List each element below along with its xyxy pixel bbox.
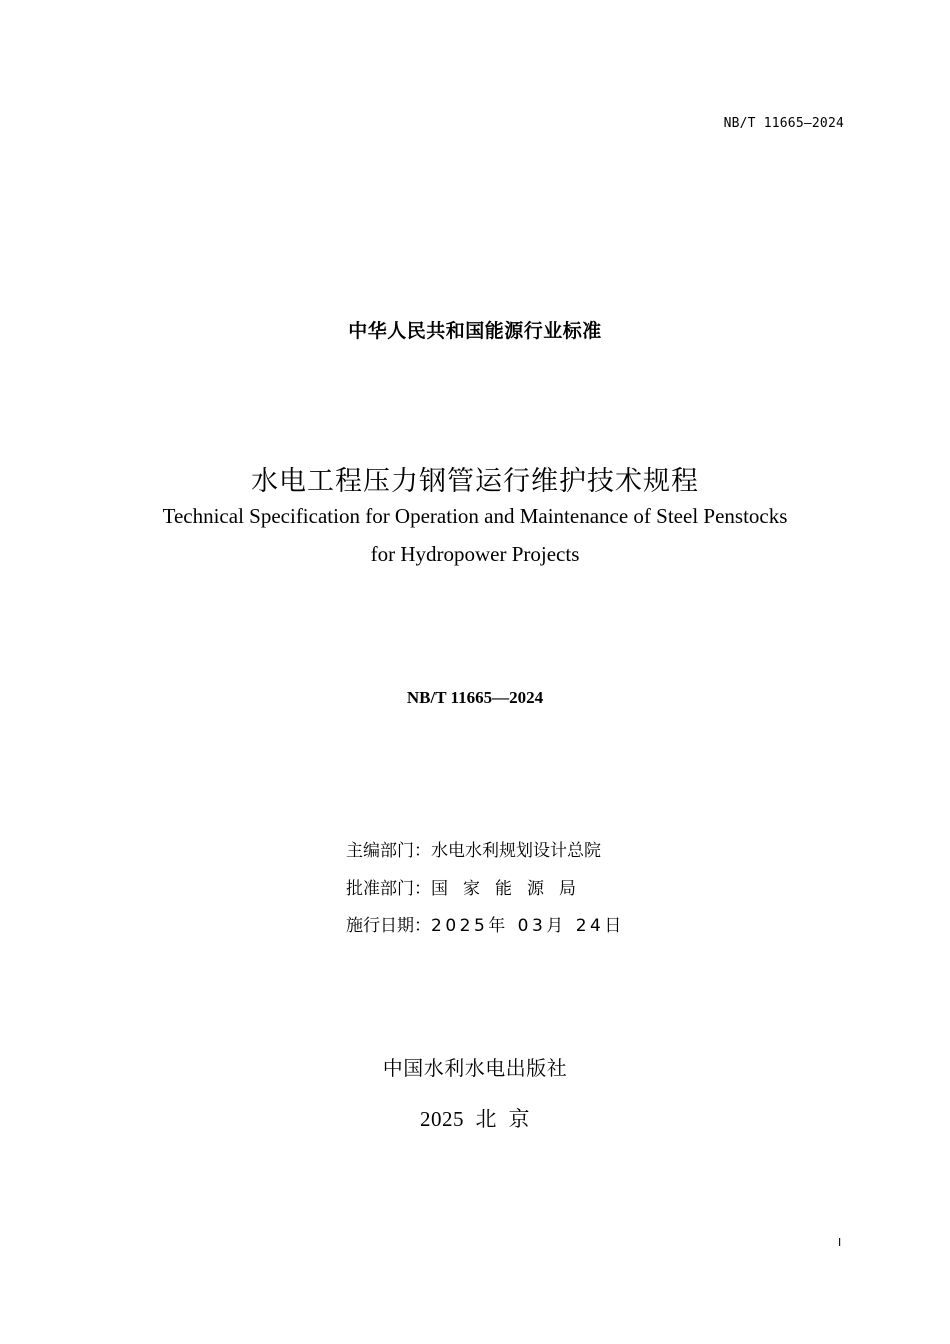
approver-department-value: 国家能源局 (431, 879, 591, 899)
title-english-line1: Technical Specification for Operation and Maintenance of Steel Penstocks (162, 504, 788, 528)
publication-year-place: 2025 北 京 (420, 1107, 530, 1131)
editor-department-row (346, 836, 601, 861)
effective-date-row (346, 911, 625, 936)
publisher-name: 中国水利水电出版社 (382, 1056, 568, 1080)
effective-date-label: 施行日期： (346, 916, 431, 936)
title-chinese: 水电工程压力钢管运行维护技术规程 (251, 466, 699, 497)
page-number: I (838, 1236, 842, 1249)
approver-department-label: 批准部门： (346, 879, 431, 899)
header-standard-code: NB/T 11665—2024 (723, 116, 844, 131)
effective-date-value: 2025年 03月 24日 (431, 916, 625, 936)
standard-number: NB/T 11665—2024 (406, 688, 544, 707)
title-english-line2: for Hydropower Projects (370, 542, 580, 566)
approver-department-row (346, 874, 591, 899)
editor-department-value: 水电水利规划设计总院 (431, 841, 601, 861)
standard-category: 中华人民共和国能源行业标准 (348, 320, 602, 342)
editor-department-label: 主编部门： (346, 841, 431, 861)
